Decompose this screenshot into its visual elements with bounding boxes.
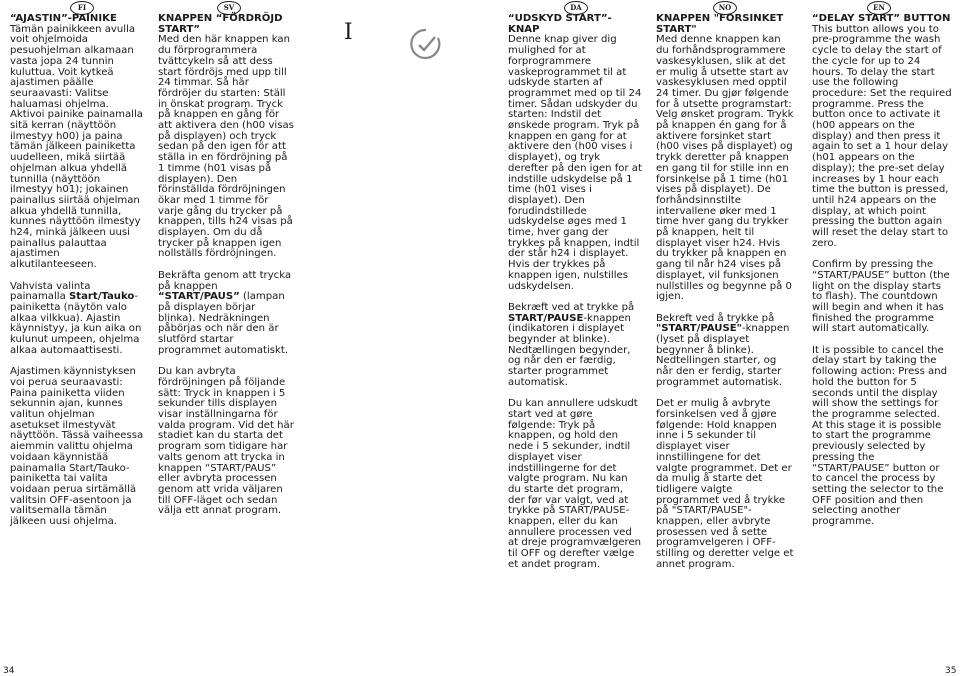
paragraph-en-2: Confirm by pressing the “START/PAUSE” button (the light on the display starts to flash). The countdown will begin and when it has finished the programme will start automatically.	[812, 259, 950, 335]
section-title-da: “UDSKYD START”-KNAP	[508, 13, 612, 35]
start-pause-label-no: "START/PAUSE"	[656, 323, 742, 335]
page-number-right: 35	[945, 666, 957, 676]
column-en	[812, 14, 952, 538]
language-badge-sv: SV	[217, 1, 241, 15]
paragraph-no-3: Det er mulig å avbryte forsinkelsen ved å gjøre følgende: Hold knappen inne i 5 sekunder til displayet viser innstillingene for det valgte programmet. Det er da mulig å starte det tidligere valgte programmet ved å trykke på "START/PAUSE"-knappen, eller avbryte prosessen ved å sette programvelgeren i OFF-stilling og deretter velge et annet program.	[656, 398, 794, 570]
paragraph-en-1: This button allows you to pre-programme the wash cycle to delay the start of the cycle for up to 24 hours. To delay the start use the following procedure: Set the required programme. Press the button once to activate it (h00 appears on the display) and then press it again to set a 1 hour delay (h01 appears on the display); the pre-set delay increases by 1 hour each time the button is pressed, until h24 appears on the display, at which point pressing the button again will reset the delay start to zero.	[812, 23, 952, 249]
section-title-en: “DELAY START” BUTTON	[812, 13, 951, 24]
paragraph-da-2: Bekræft ved at trykke på START/PAUSE-knappen (indikatoren i displayet begynder at blinke). Nedtællingen begynder, og når den er færdig, starter programmet automatisk.	[508, 301, 635, 388]
section-title-no: KNAPPEN "FORSINKET START"	[656, 13, 784, 35]
column-sv	[158, 14, 294, 528]
delay-start-clock-icon	[408, 26, 444, 62]
section-title-sv: KNAPPEN “FÖRDRÖJD START”	[158, 13, 283, 35]
column-da	[508, 14, 642, 581]
start-pause-label-sv: “START/PAUS”	[158, 291, 240, 303]
paragraph-da-1: Denne knap giver dig mulighed for at forprogrammere vaskeprogrammet til at udskyde starten af programmet med op til 24 timer. Sådan udskyder du starten: Indstil det ønskede program. Tryk på knappen en gang for at aktivere den (h00 vises i displayet), og tryk derefter på den igen for at indstille udskydelse på 1 time (h01 vises i displayet). Den forudindstillede udskydelse øges med 1 time, hver gang der trykkes på knappen, indtil der står h24 i displayet. Hvis der trykkes på knappen igen, nulstilles udskydelsen.	[508, 34, 642, 292]
column-fi	[10, 14, 144, 538]
language-badge-fi: FI	[70, 1, 94, 15]
paragraph-no-1: Med denne knappen kan du forhåndsprogrammere vaskesyklusen, slik at det er mulig å utsette start av vaskesyklusen med opptil 24 timer. Du gjør følgende for å utsette programstart: Velg ønsket program. Trykk på knappen én gang for å aktivere forsinket start (h00 vises på displayet) og trykk deretter på knappen en gang til for stille inn en forsinkelse på 1 time (h01 vises på displayet). De forhåndsinnstilte intervallene øker med 1 time hver gang du trykker på knappen, helt til displayet viser h24. Hvis du trykker på knappen en gang til når h24 vises på displayet, vil funksjonen nullstilles og begynne på 0 igjen.	[656, 34, 794, 303]
page-number-left: 34	[3, 666, 15, 676]
paragraph-sv-2: Bekräfta genom att trycka på knappen “START/PAUS” (lampan på displayen börjar blinka). Nedräkningen påbörjas och när den är slutförd startar programmet automatiskt.	[158, 269, 292, 356]
paragraph-da-3: Du kan annullere udskudt start ved at gøre følgende: Tryk på knappen, og hold den nede i 5 sekunder, indtil displayet viser indstillingerne for det valgte program. Nu kan du starte det program, der før var valgt, ved at trykke på START/PAUSE-knappen, eller du kan annullere processen ved at dreje programvælgeren til OFF og derefter vælge et andet program.	[508, 398, 642, 570]
paragraph-fi-2: Vahvista valinta painamalla Start/Tauko-painiketta (näytön valo alkaa vilkkua). Ajastin käynnistyy, ja kun aika on kulunut umpeen, ohjelma alkaa automaattisesti.	[10, 280, 142, 356]
language-badge-no: NO	[713, 1, 737, 15]
paragraph-sv-1: Med den här knappen kan du förprogrammera tvättcykeln så att dess start fördröjs med upp till 24 timmar. Så här fördröjer du starten: Ställ in önskat program. Tryck på knappen en gång för att aktivera den (h00 visas på displayen) och tryck sedan på den igen för att ställa in en fördröjning på 1 timme (h01 visas på displayen). Den förinställda fördröjningen ökar med 1 timme för varje gång du trycker på knappen, tills h24 visas på displayen. Om du då trycker på knappen igen nollställs fördröjningen.	[158, 34, 294, 260]
paragraph-no-2: Bekreft ved å trykke på "START/PAUSE"-knappen (lyset på displayet begynner å blinke). Nedtellingen starter, og når den er ferdig, starter programmet automatisk.	[656, 312, 790, 388]
paragraph-sv-3: Du kan avbryta fördröjningen på följande sätt: Tryck in knappen i 5 sekunder tills displayen visar inställningarna för valda program. Vid det här stadiet kan du starta det program som tidigare har valts genom att trycka in knappen “START/PAUS” eller avbryta processen genom att vrida väljaren till OFF-läget och sedan välja ett annat program.	[158, 366, 294, 517]
column-no	[656, 14, 794, 581]
paragraph-fi-1: Tämän painikkeen avulla voit ohjelmoida pesuohjelman alkamaan vasta jopa 24 tunnin kuluttua. Voit kytkeä ajastimen päälle seuraavasti: Valitse haluamasi ohjelma. Aktivoi painike painamalla sitä kerran (näyttöön ilmestyy h00) ja paina tämän jälkeen painiketta uudelleen, mikä siirtää ohjelman alkua yhdellä tunnilla (näyttöön ilmestyy h01); jokainen painallus siirtää ohjelman alkua yhdellä tunnilla, kunnes näyttöön ilmestyy h24, minkä jälkeen uusi painallus palauttaa ajastimen alkutilanteeseen.	[10, 23, 143, 271]
paragraph-fi-3: Ajastimen käynnistyksen voi perua seuraavasti: Paina painiketta viiden sekunnin ajan, kunnes valitun ohjelman asetukset ilmestyvät näyttöön. Tässä vaiheessa aiemmin valittu ohjelma voidaan käynnistää painamalla Start/Tauko-painiketta tai valita voidaan perua sirtämällä valitsin OFF-asentoon ja valitsemalla tämän jälkeen uusi ohjelma.	[10, 366, 144, 528]
language-badge-en: EN	[867, 1, 891, 15]
section-title-fi: “AJASTIN”-PAINIKE	[10, 13, 117, 24]
start-pause-label-da: START/PAUSE	[508, 312, 584, 324]
paragraph-en-3: It is possible to cancel the delay start by taking the following action: Press and hold the button for 5 seconds until the display will show the settings for the programme selected. At this stage it is possible to start the programme previously selected by pressing the “START/PAUSE” button or to cancel the process by setting the selector to the OFF position and then selecting another programme.	[812, 344, 948, 528]
section-numeral: I	[344, 20, 353, 45]
start-pause-label-fi: Start/Tauko	[69, 291, 135, 303]
language-badge-da: DA	[564, 1, 588, 15]
